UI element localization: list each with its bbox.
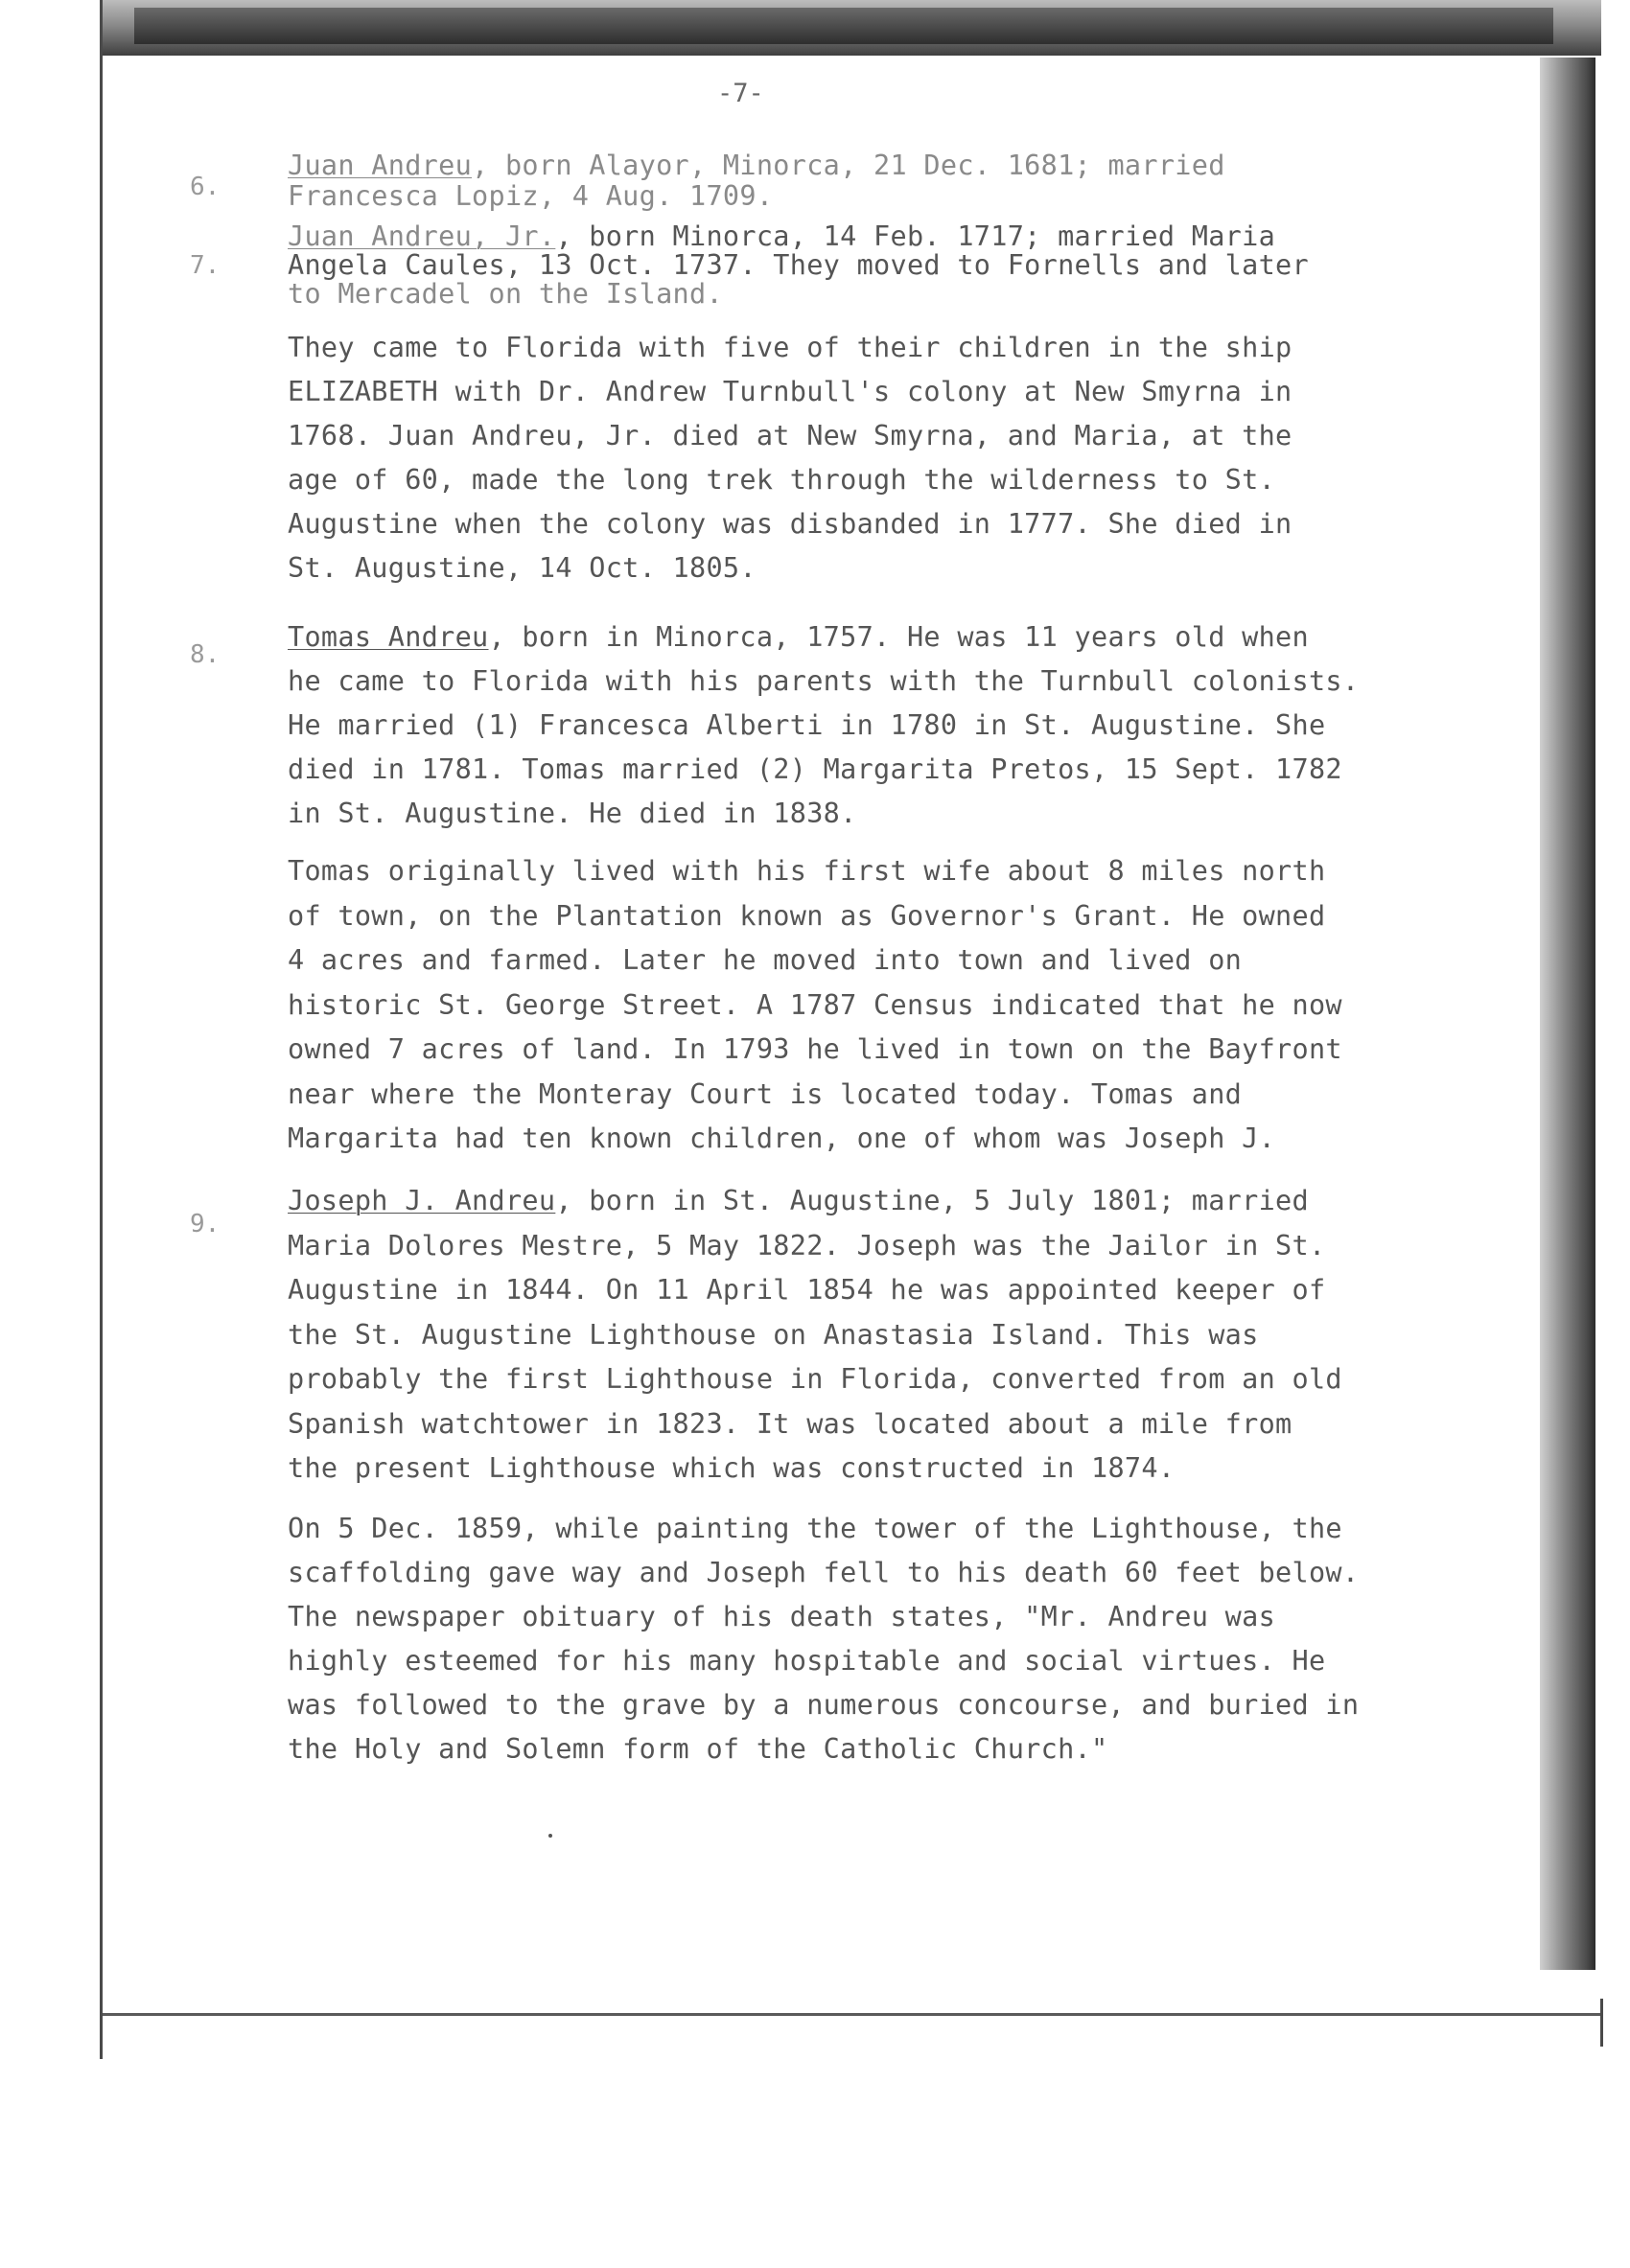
entry-7 [288,222,1477,309]
entry-6-name: Juan Andreu [288,150,473,181]
entry-9-line-4: the St. Augustine Lighthouse on Anastasia Island. This was [288,1318,1259,1351]
scan-top-shadow-inner [134,8,1553,44]
paragraph-florida-arrival-line-2: ELIZABETH with Dr. Andrew Turnbull's colony at New Smyrna in [288,376,1292,407]
paragraph-tomas-residence-line-2: of town, on the Plantation known as Governor's Grant. He owned [288,899,1326,932]
entry-8-line-2: he came to Florida with his parents with the Turnbull colonists. [288,665,1360,697]
paragraph-tomas-residence [288,849,1477,1162]
scan-right-shadow [1540,58,1595,1970]
paragraph-tomas-residence-line-4: historic St. George Street. A 1787 Census indicated that he now [288,988,1342,1021]
scan-bottom-left-mark [100,2013,103,2059]
paragraph-tomas-residence-line-6: near where the Monteray Court is located today. Tomas and [288,1077,1243,1110]
entry-8 [288,615,1477,836]
stray-mark [548,1834,552,1838]
paragraph-joseph-death-line-6: the Holy and Solemn form of the Catholic Church." [288,1733,1108,1765]
entry-number-7: 7. [190,251,221,280]
scan-bottom-edge [100,2013,1601,2016]
paragraph-tomas-residence-line-7: Margarita had ten known children, one of whom was Joseph J. [288,1122,1276,1154]
paragraph-florida-arrival-line-3: 1768. Juan Andreu, Jr. died at New Smyrna, and Maria, at the [288,420,1292,451]
entry-9-line-2: Maria Dolores Mestre, 5 May 1822. Joseph was the Jailor in St. [288,1229,1326,1261]
entry-8-name: Tomas Andreu [288,621,489,653]
paragraph-florida-arrival-line-1: They came to Florida with five of their children in the ship [288,332,1292,363]
entry-8-line-3: He married (1) Francesca Alberti in 1780 in St. Augustine. She [288,709,1326,741]
entry-9-line-1: Joseph J. Andreu, born in St. Augustine, 5 July 1801; married [288,1185,1309,1216]
scan-left-edge [100,0,103,2013]
entry-6-line-1: Juan Andreu, born Alayor, Minorca, 21 Dec. 1681; married [288,150,1225,181]
entry-7-name: Juan Andreu, Jr. [288,220,556,252]
paragraph-florida-arrival-line-4: age of 60, made the long trek through the wilderness to St. [288,464,1276,496]
entry-9 [288,1179,1477,1492]
entry-7-line-1: Juan Andreu, Jr., born Minorca, 14 Feb. 1717; married Maria [288,220,1276,252]
entry-8-line-1: Tomas Andreu, born in Minorca, 1757. He was 11 years old when [288,621,1309,653]
paragraph-joseph-death-line-2: scaffolding gave way and Joseph fell to his death 60 feet below. [288,1557,1360,1588]
entry-9-line-7: the present Lighthouse which was constructed in 1874. [288,1452,1176,1484]
entry-9-line-6: Spanish watchtower in 1823. It was located about a mile from [288,1407,1292,1440]
paragraph-tomas-residence-line-1: Tomas originally lived with his first wife about 8 miles north [288,855,1326,887]
page-number: -7- [717,79,764,108]
paragraph-florida-arrival [288,326,1477,590]
paragraph-joseph-death-line-5: was followed to the grave by a numerous concourse, and buried in [288,1689,1360,1721]
entry-9-line-5: probably the first Lighthouse in Florida, converted from an old [288,1363,1342,1395]
entry-number-6: 6. [190,173,221,201]
paragraph-joseph-death-line-4: highly esteemed for his many hospitable and social virtues. He [288,1645,1326,1677]
entry-9-line-3: Augustine in 1844. On 11 April 1854 he was appointed keeper of [288,1274,1326,1306]
scan-bottom-right-mark [1600,1999,1603,2047]
entry-number-9: 9. [190,1210,221,1238]
entry-8-line-4: died in 1781. Tomas married (2) Margarita Pretos, 15 Sept. 1782 [288,753,1342,785]
entry-6-line-2: Francesca Lopiz, 4 Aug. 1709. [288,180,774,212]
entry-9-name: Joseph J. Andreu [288,1185,556,1216]
paragraph-joseph-death-line-3: The newspaper obituary of his death states, "Mr. Andreu was [288,1601,1276,1632]
paragraph-tomas-residence-line-3: 4 acres and farmed. Later he moved into town and lived on [288,944,1243,976]
entry-number-8: 8. [190,640,221,669]
entry-6 [288,150,1477,212]
paragraph-joseph-death-line-1: On 5 Dec. 1859, while painting the tower of the Lighthouse, the [288,1513,1342,1544]
entry-7-line-3: to Mercadel on the Island. [288,278,723,310]
paragraph-florida-arrival-line-6: St. Augustine, 14 Oct. 1805. [288,552,757,584]
entry-7-line-2: Angela Caules, 13 Oct. 1737. They moved to Fornells and later [288,249,1309,281]
entry-8-line-5: in St. Augustine. He died in 1838. [288,798,857,829]
paragraph-joseph-death [288,1507,1477,1771]
paragraph-tomas-residence-line-5: owned 7 acres of land. In 1793 he lived in town on the Bayfront [288,1033,1342,1065]
paragraph-florida-arrival-line-5: Augustine when the colony was disbanded in 1777. She died in [288,508,1292,540]
